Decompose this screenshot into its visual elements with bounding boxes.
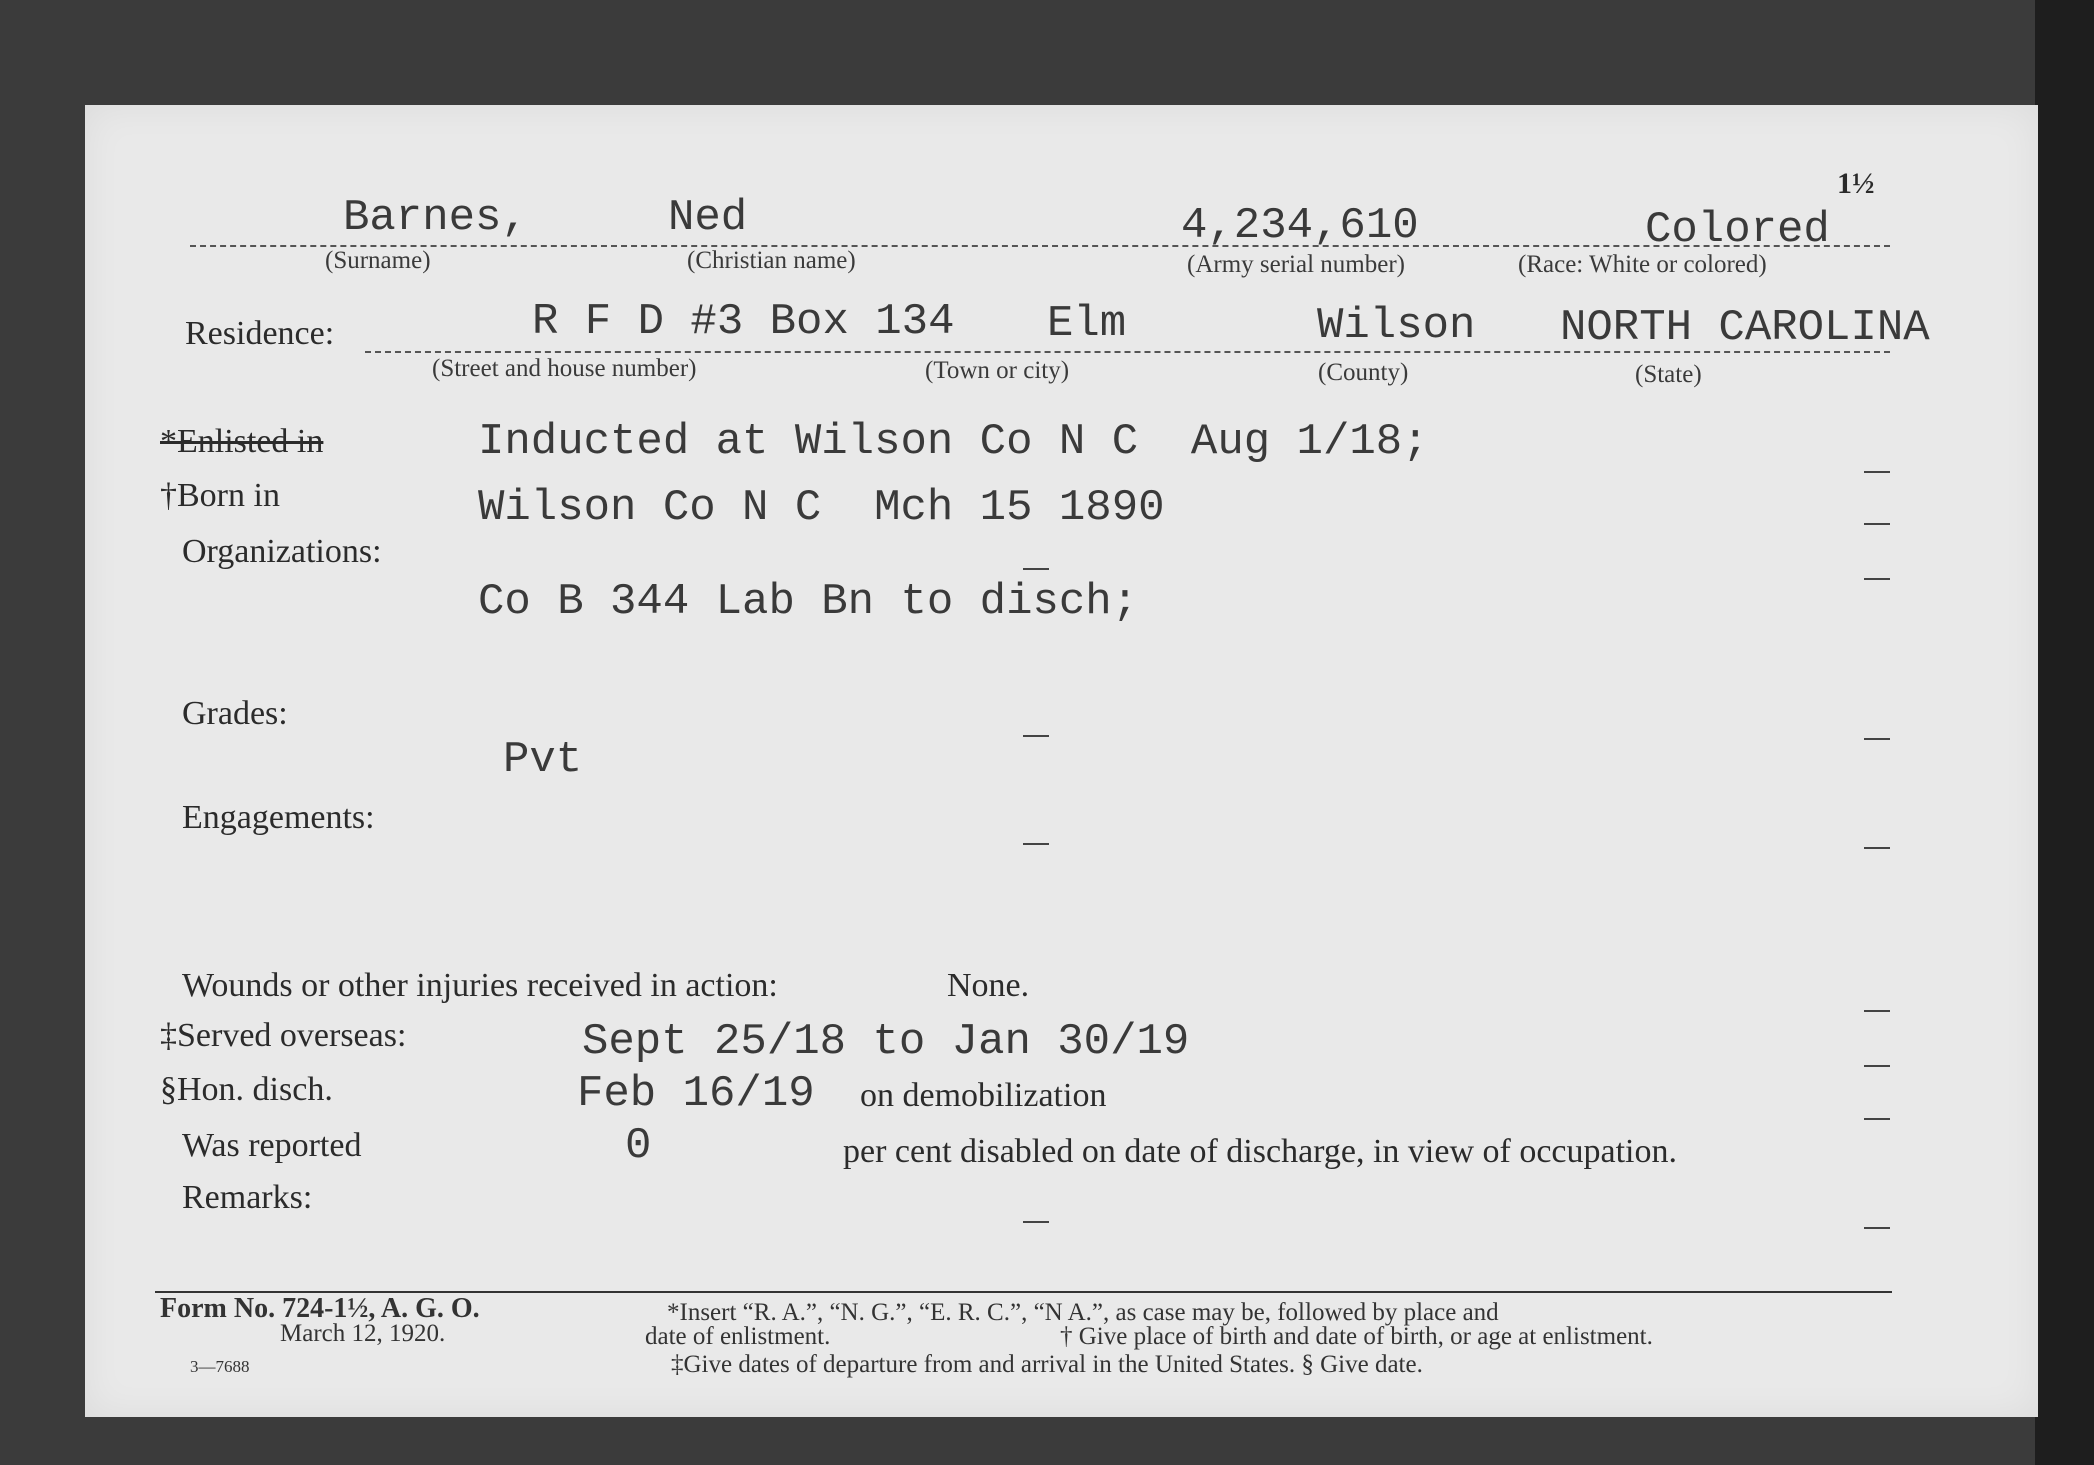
margin-dash: [1023, 1221, 1049, 1223]
wounds-label: Wounds or other injuries received in action:: [182, 967, 778, 1004]
margin-dash: [1864, 738, 1890, 740]
serial-number-value: 4,234,610: [1181, 201, 1419, 251]
served-overseas-label: ‡Served overseas:: [160, 1017, 407, 1054]
christian-name-value: Ned: [668, 193, 748, 243]
organizations-value: Co B 344 Lab Bn to disch;: [478, 577, 1139, 627]
form-number: Form No. 724-1½, A. G. O.: [160, 1293, 480, 1324]
background-edge: [2035, 0, 2094, 1465]
footnote-enlisted-b: date of enlistment.: [645, 1323, 831, 1350]
reported-suffix: per cent disabled on date of discharge, in view of occupation.: [843, 1133, 1677, 1170]
organizations-label: Organizations:: [182, 533, 382, 570]
engagements-label: Engagements:: [182, 799, 375, 836]
born-label: †Born in: [160, 477, 280, 514]
hon-disch-label: §Hon. disch.: [160, 1071, 333, 1108]
corner-mark: 1½: [1837, 167, 1875, 200]
served-overseas-value: Sept 25/18 to Jan 30/19: [582, 1017, 1190, 1067]
surname-value: Barnes,: [343, 193, 528, 243]
margin-dash: [1864, 847, 1890, 849]
margin-dash: [1023, 568, 1049, 570]
margin-dash: [1864, 1010, 1890, 1012]
residence-label: Residence:: [185, 315, 335, 352]
footnote-overseas: ‡Give dates of departure from and arrival in the United States. § Give date.: [671, 1351, 1423, 1378]
christian-name-caption: (Christian name): [687, 247, 856, 274]
margin-dash: [1023, 843, 1049, 845]
enlisted-value: Inducted at Wilson Co N C Aug 1/18;: [478, 417, 1429, 467]
print-code: 3—7688: [190, 1357, 250, 1376]
born-value: Wilson Co N C Mch 15 1890: [478, 483, 1165, 533]
form-date: March 12, 1920.: [280, 1320, 446, 1347]
residence-county-value: Wilson: [1317, 301, 1476, 351]
race-caption: (Race: White or colored): [1518, 251, 1767, 278]
margin-dash: [1864, 1227, 1890, 1229]
footnote-born: † Give place of birth and date of birth, or age at enlistment.: [1060, 1323, 1653, 1350]
residence-street-value: R F D #3 Box 134: [532, 297, 955, 347]
town-caption: (Town or city): [925, 357, 1070, 384]
remarks-label: Remarks:: [182, 1179, 313, 1216]
margin-dash: [1023, 735, 1049, 737]
margin-dash: [1864, 1118, 1890, 1120]
footnote-enlisted-a: *Insert “R. A.”, “N. G.”, “E. R. C.”, “N A.”, as case may be, followed by place and: [667, 1299, 1499, 1326]
margin-dash: [1864, 1065, 1890, 1067]
county-caption: (County): [1318, 359, 1409, 386]
margin-dash: [1864, 523, 1890, 525]
race-value: Colored: [1645, 205, 1830, 255]
wounds-value: None.: [947, 967, 1030, 1004]
hon-disch-value: Feb 16/19: [577, 1069, 815, 1119]
enlisted-label: *Enlisted in: [160, 423, 324, 460]
margin-dash: [1864, 471, 1890, 473]
surname-caption: (Surname): [325, 247, 431, 274]
grades-value: Pvt: [503, 735, 583, 785]
hon-disch-suffix: on demobilization: [860, 1077, 1107, 1114]
margin-dash: [1864, 578, 1890, 580]
residence-line: [365, 351, 1890, 353]
service-record-card: [85, 105, 2038, 1417]
reported-label: Was reported: [182, 1127, 362, 1164]
name-row-line: [190, 245, 1890, 247]
residence-state-value: NORTH CAROLINA: [1560, 303, 1930, 353]
serial-number-caption: (Army serial number): [1187, 251, 1405, 278]
residence-town-value: Elm: [1047, 299, 1127, 349]
state-caption: (State): [1635, 361, 1702, 388]
reported-value: 0: [625, 1121, 652, 1171]
street-caption: (Street and house number): [432, 355, 697, 382]
grades-label: Grades:: [182, 695, 288, 732]
